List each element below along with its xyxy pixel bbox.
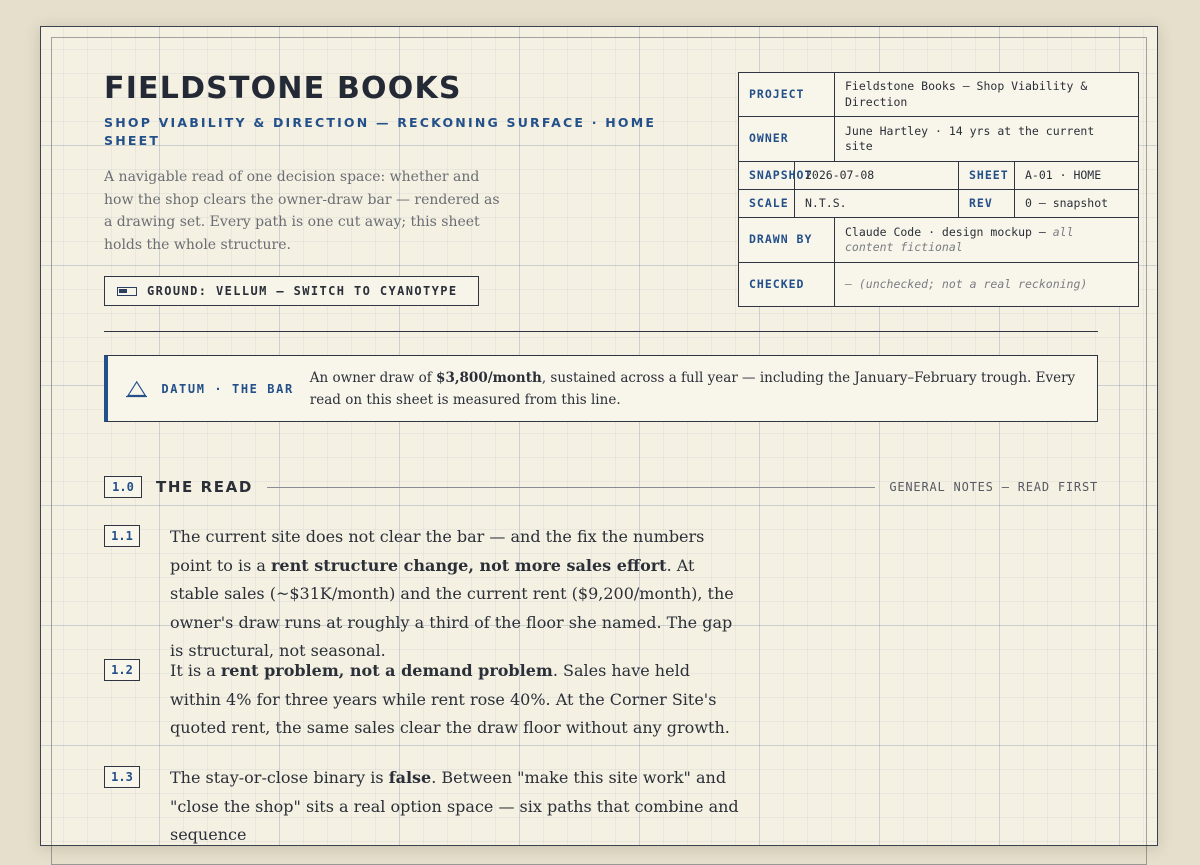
ground-toggle-label: GROUND: VELLUM — SWITCH TO CYANOTYPE [147, 284, 458, 298]
datum-triangle-icon [126, 377, 147, 401]
read-number: 1.2 [104, 659, 140, 681]
scale-value: N.T.S. [795, 190, 959, 218]
sheet-label: SHEET [959, 162, 1015, 190]
drawn-by-label: DRAWN BY [739, 218, 835, 263]
checked-value: — (unchecked; not a real reckoning) [835, 263, 1139, 307]
read-number: 1.3 [104, 766, 140, 788]
read-number: 1.1 [104, 525, 140, 547]
section-leader-line [267, 487, 875, 488]
read-item [104, 764, 744, 850]
project-label: PROJECT [739, 73, 835, 117]
rev-value: 0 — snapshot [1015, 190, 1139, 218]
drawn-by-value: Claude Code · design mockup — all content fictional [835, 218, 1139, 263]
rev-label: REV [959, 190, 1015, 218]
read-item [104, 657, 744, 743]
sheet-subtitle: SHOP VIABILITY & DIRECTION — RECKONING SURFACE · HOME SHEET [104, 115, 657, 148]
snapshot-value: 2026-07-08 [795, 162, 959, 190]
shop-title: FIELDSTONE BOOKS [104, 71, 462, 106]
owner-label: OWNER [739, 117, 835, 162]
checked-label: CHECKED [739, 263, 835, 307]
drawn-by-note: all content fictional [845, 224, 1074, 254]
datum-label: DATUM · THE BAR [161, 381, 294, 396]
owner-value: June Hartley · 14 yrs at the current site [835, 117, 1139, 162]
section-title: THE READ [156, 478, 253, 496]
sheet-value: A-01 · HOME [1015, 162, 1139, 190]
datum-text: An owner draw of $3,800/month, sustained across a full year — including the January–February trough. Every read on this sheet is measured from this line. [309, 369, 1076, 408]
read-text: It is a rent problem, not a demand problem. Sales have held within 4% for three years while rent rose 40%. At the Corner Site's quoted rent, the same sales clear the draw floor without any growth. [170, 661, 730, 737]
intro-text: A navigable read of one decision space: whether and how the shop clears the owner-draw bar — rendered as a drawing set. Every path is one cut away; this sheet holds the whole structure. [104, 169, 500, 253]
ground-swatch-icon [117, 287, 137, 296]
section-note: GENERAL NOTES — READ FIRST [889, 480, 1098, 494]
ground-toggle-button[interactable] [104, 276, 479, 306]
header-divider [104, 331, 1098, 332]
title-block [738, 72, 1139, 307]
read-text: The stay-or-close binary is false. Between "make this site work" and "close the shop" sits a real option space — six paths that combine and sequence [170, 768, 739, 844]
datum-callout [104, 355, 1098, 422]
project-value: Fieldstone Books — Shop Viability & Direction [835, 73, 1139, 117]
section-header-the-read [104, 476, 1098, 498]
snapshot-label: SNAPSHOT [739, 162, 795, 190]
scale-label: SCALE [739, 190, 795, 218]
drawing-sheet [40, 26, 1158, 846]
section-number: 1.0 [104, 476, 142, 498]
read-text: The current site does not clear the bar — and the fix the numbers point to is a rent structure change, not more sales effort. At stable sales (~$31K/month) and the current rent ($9,200/month), the owner's draw runs at roughly a third of the floor she named. The gap is structural, not seasonal. [170, 527, 734, 660]
read-item [104, 523, 744, 666]
